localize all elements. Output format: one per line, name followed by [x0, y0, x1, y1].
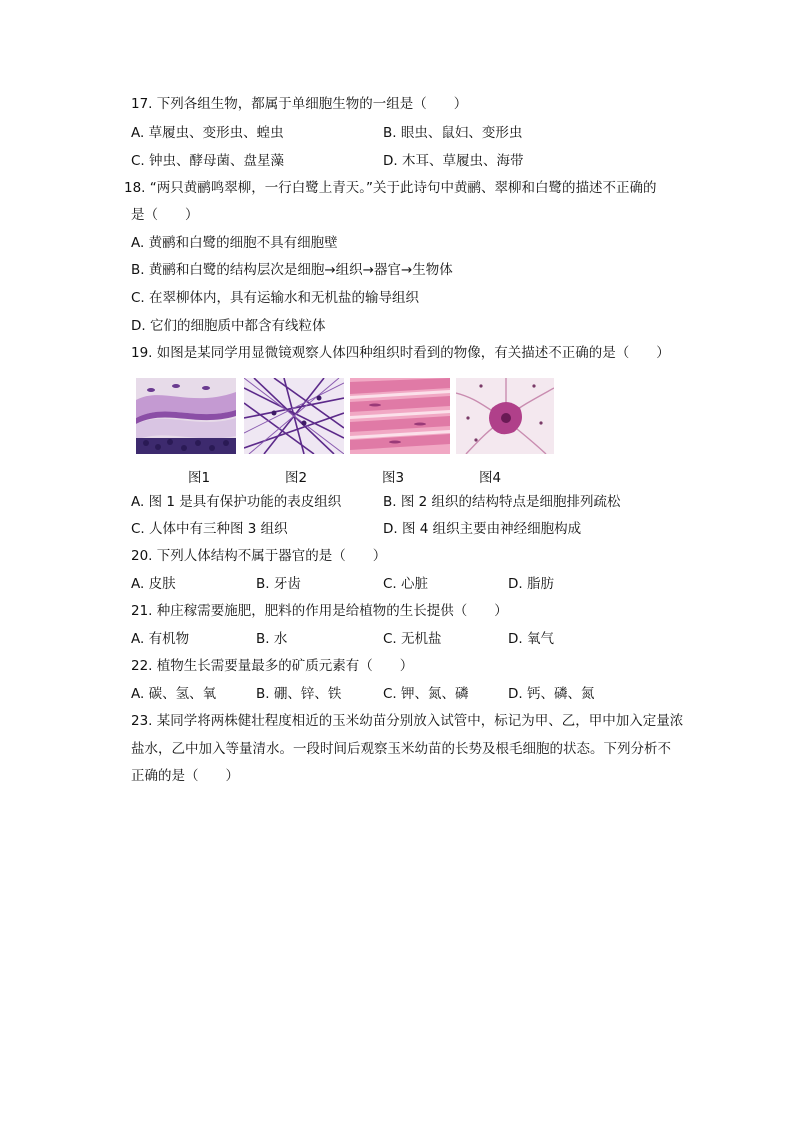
figure-1-caption: 图1	[188, 470, 211, 486]
figure-4-nerve-image	[456, 378, 554, 454]
q20-stem: 20. 下列人体结构不属于器官的是（ ）	[131, 548, 387, 564]
figure-4-caption: 图4	[479, 470, 502, 486]
q19-option-b: B. 图 2 组织的结构特点是细胞排列疏松	[383, 494, 621, 510]
q19-option-a: A. 图 1 是具有保护功能的表皮组织	[131, 494, 342, 510]
q23-stem-line2: 盐水，乙中加入等量清水。一段时间后观察玉米幼苗的长势及根毛细胞的状态。下列分析不	[131, 741, 671, 757]
q21-option-a: A. 有机物	[131, 631, 190, 647]
q17-option-d: D. 木耳、草履虫、海带	[383, 153, 524, 169]
q17-stem: 17. 下列各组生物，都属于单细胞生物的一组是（ ）	[131, 96, 468, 112]
figure-3-caption: 图3	[382, 470, 405, 486]
q19-option-d: D. 图 4 组织主要由神经细胞构成	[383, 521, 582, 537]
q19-option-c: C. 人体中有三种图 3 组织	[131, 521, 288, 537]
q22-option-b: B. 硼、锌、铁	[256, 686, 342, 702]
q23-stem-line1: 23. 某同学将两株健壮程度相近的玉米幼苗分别放入试管中，标记为甲、乙，甲中加入定量浓	[131, 713, 684, 729]
figure-1-epithelial-image	[136, 378, 236, 454]
q19-stem: 19. 如图是某同学用显微镜观察人体四种组织时看到的物像，有关描述不正确的是（ ）	[131, 345, 670, 361]
q17-option-c: C. 钟虫、酵母菌、盘星藻	[131, 153, 285, 169]
q18-option-a: A. 黄鹂和白鹭的细胞不具有细胞壁	[131, 235, 338, 251]
q22-option-c: C. 钾、氮、磷	[383, 686, 469, 702]
q18-stem-line2: 是（ ）	[131, 207, 199, 223]
q20-option-c: C. 心脏	[383, 576, 429, 592]
q17-option-b: B. 眼虫、鼠妇、变形虫	[383, 125, 523, 141]
figure-3-muscle-image	[350, 378, 450, 454]
q21-option-c: C. 无机盐	[383, 631, 442, 647]
q21-stem: 21. 种庄稼需要施肥，肥料的作用是给植物的生长提供（ ）	[131, 603, 508, 619]
q20-option-d: D. 脂肪	[508, 576, 554, 592]
q22-option-a: A. 碳、氢、氧	[131, 686, 217, 702]
q20-option-b: B. 牙齿	[256, 576, 301, 592]
figure-2-connective-image	[244, 378, 344, 454]
q18-option-b: B. 黄鹂和白鹭的结构层次是细胞→组织→器官→生物体	[131, 262, 453, 278]
q18-stem-line1: 18. “两只黄鹂鸣翠柳，一行白鹭上青天。”关于此诗句中黄鹂、翠柳和白鹭的描述不正确的	[124, 180, 657, 196]
q21-option-d: D. 氧气	[508, 631, 554, 647]
figure-2-caption: 图2	[285, 470, 308, 486]
q20-option-a: A. 皮肤	[131, 576, 176, 592]
q22-stem: 22. 植物生长需要量最多的矿质元素有（ ）	[131, 658, 414, 674]
q17-option-a: A. 草履虫、变形虫、蝗虫	[131, 125, 284, 141]
q18-option-c: C. 在翠柳体内，具有运输水和无机盐的输导组织	[131, 290, 420, 306]
q18-option-d: D. 它们的细胞质中都含有线粒体	[131, 318, 326, 334]
q22-option-d: D. 钙、磷、氮	[508, 686, 595, 702]
q23-stem-line3: 正确的是（ ）	[131, 768, 239, 784]
q21-option-b: B. 水	[256, 631, 288, 647]
